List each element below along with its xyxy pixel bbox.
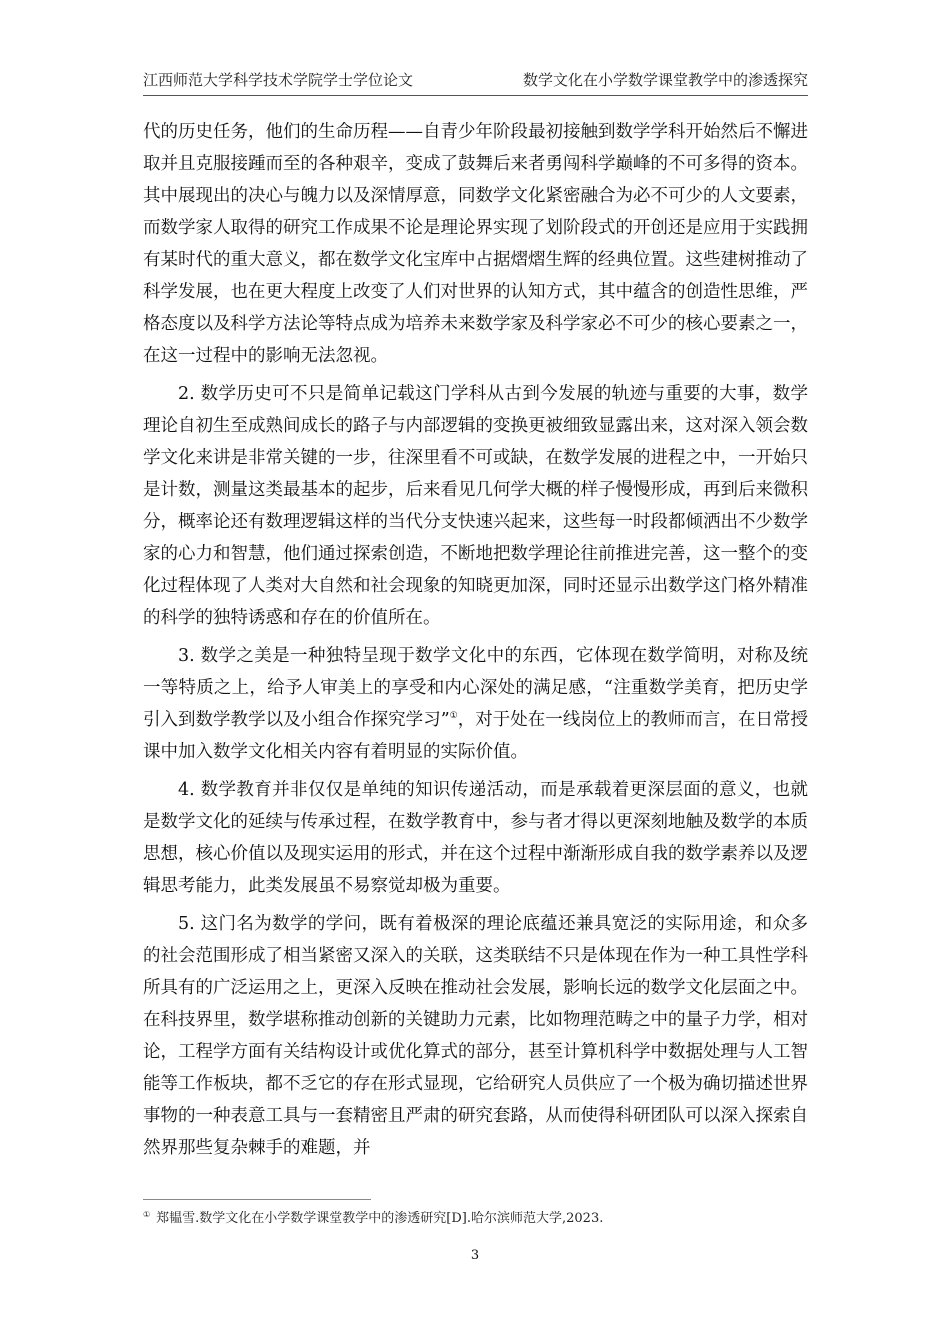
footnote-reference[interactable]: ① (449, 711, 458, 722)
paragraph-1: 代的历史任务，他们的生命历程——自青少年阶段最初接触到数学学科开始然后不懈进取并且克服接踵而至的各种艰辛，变成了鼓舞后来者勇闯科学巅峰的不可多得的资本。其中展现出的决心与魄力以及深情厚意，同数学文化紧密融合为必不可少的人文要素，而数学家人取得的研究工作成果不论是理论界实现了划阶段式的开创还是应用于实践拥有某时代的重大意义，都在数学文化宝库中占据熠熠生辉的经典位置。这些建树推动了科学发展，也在更大程度上改变了人们对世界的认知方式，其中蕴含的创造性思维，严格态度以及科学方法论等特点成为培养未来数学家及科学家必不可少的核心要素之一，在这一过程中的影响无法忽视。 (143, 122, 808, 366)
paragraph-3-text-cont: ，对于处在一线岗位上的教师而言，在日常授课中加入数学文化相关内容有着明显的实际价值。 (143, 710, 808, 762)
footnote-divider (143, 1199, 371, 1200)
paragraph-2: 2. 数学历史可不只是简单记载这门学科从古到今发展的轨迹与重要的大事，数学理论自初生至成熟间成长的路子与内部逻辑的变换更被细致显露出来，这对深入领会数学文化来讲是非常关键的一步，往深里看不可或缺，在数学发展的进程之中，一开始只是计数，测量这类最基本的起步，后来看见几何学大概的样子慢慢形成，再到后来微积分，概率论还有数理逻辑这样的当代分支快速兴起来，这些每一时段都倾洒出不少数学家的心力和智慧，他们通过探索创造，不断地把数学理论往前推进完善，这一整个的变化过程体现了人类对大自然和社会现象的知晓更加深，同时还显示出数学这门格外精准的科学的独特诱惑和存在的价值所在。 (143, 384, 808, 628)
body-text (143, 116, 808, 1170)
running-header (143, 70, 808, 92)
header-divider (143, 95, 808, 96)
footnote (143, 1210, 808, 1228)
paragraph-3-text: 3. 数学之美是一种独特呈现于数学文化中的东西，它体现在数学简明，对称及统一等特质之上，给予人审美上的享受和内心深处的满足感，“注重数学美育，把历史学引入到数学教学以及小组合作探究学习” (143, 646, 808, 730)
header-thesis-title: 江西师范大学科学技术学院学士学位论文 (143, 71, 414, 89)
footnote-text: 郑韫雪.数学文化在小学数学课堂教学中的渗透研究[D].哈尔滨师范大学,2023. (156, 1211, 604, 1226)
header-chapter-title: 数学文化在小学数学课堂教学中的渗透探究 (522, 71, 808, 89)
footnote-marker: ① (143, 1209, 151, 1219)
paragraph-5: 5. 这门名为数学的学问，既有着极深的理论底蕴还兼具宽泛的实际用途，和众多的社会范围形成了相当紧密又深入的关联，这类联结不只是体现在作为一种工具性学科所具有的广泛运用之上，更深入反映在推动社会发展，影响长远的数学文化层面之中。在科技界里，数学堪称推动创新的关键助力元素，比如物理范畴之中的量子力学，相对论，工程学方面有关结构设计或优化算式的部分，甚至计算机科学中数据处理与人工智能等工作板块，都不乏它的存在形式显现，它给研究人员供应了一个极为确切描述世界事物的一种表意工具与一套精密且严肃的研究套路，从而使得科研团队可以深入探索自然界那些复杂棘手的难题，并 (143, 914, 808, 1158)
paragraph-3 (143, 640, 808, 768)
page-number: 3 (470, 1248, 480, 1263)
paragraph-4: 4. 数学教育并非仅仅是单纯的知识传递活动，而是承载着更深层面的意义，也就是数学文化的延续与传承过程，在数学教育中，参与者才得以更深刻地触及数学的本质思想，核心价值以及现实运用的形式，并在这个过程中渐渐形成自我的数学素养以及逻辑思考能力，此类发展虽不易察觉却极为重要。 (143, 780, 808, 896)
